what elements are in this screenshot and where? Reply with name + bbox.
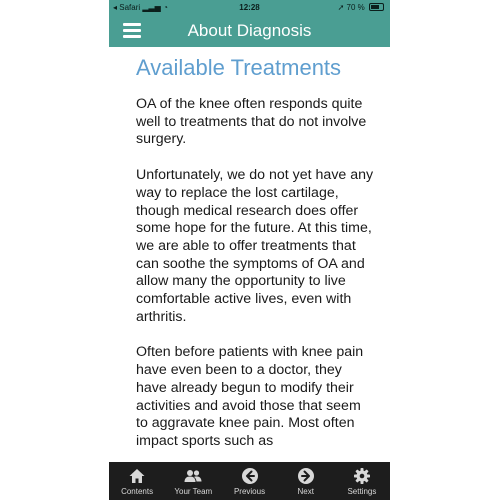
paragraph-1: OA of the knee often responds quite well to treatments that do not involve surgery. xyxy=(136,96,367,148)
app-screen xyxy=(109,0,390,500)
battery-icon xyxy=(369,3,384,11)
tab-label-next: Next xyxy=(297,487,314,496)
status-right xyxy=(338,0,384,15)
team-icon xyxy=(184,467,202,485)
carrier-label: ◂ Safari xyxy=(113,3,141,12)
battery-percent: 70 % xyxy=(346,3,365,12)
page-title: About Diagnosis xyxy=(187,21,312,40)
tab-contents[interactable] xyxy=(109,462,165,500)
section-heading: Available Treatments xyxy=(136,55,342,80)
tab-your-team[interactable] xyxy=(165,462,221,500)
tab-label-contents: Contents xyxy=(121,487,154,496)
arrow-left-icon xyxy=(241,467,259,485)
location-icon: ➚ xyxy=(337,3,345,12)
status-bar xyxy=(109,0,390,15)
article-content[interactable] xyxy=(136,54,376,462)
menu-icon[interactable] xyxy=(123,23,141,39)
tab-next[interactable] xyxy=(278,462,334,500)
signal-icon: ▂▃▅ xyxy=(142,3,161,12)
tab-label-previous: Previous xyxy=(233,487,266,496)
paragraph-3: Often before patients with knee pain have even been to a doctor, they have already begun to modify their activities and avoid those that seem to aggravate knee pain. Most often impact sports such as xyxy=(136,344,364,449)
home-icon xyxy=(128,467,146,485)
arrow-right-icon xyxy=(297,467,315,485)
paragraph-2: Unfortunately, we do not yet have any way to replace the lost cartilage, though medical research does offer some hope for the future. At this time, we are able to offer treatments that can soothe the symptoms of OA and allow many the opportunity to live comfortable active lives, even with arthritis. xyxy=(136,167,374,325)
tab-label-your-team: Your Team xyxy=(174,487,213,496)
status-time: 12:28 xyxy=(239,3,260,12)
gear-icon xyxy=(353,467,371,485)
wifi-icon: ◔ xyxy=(163,3,168,12)
tab-settings[interactable] xyxy=(334,462,390,500)
tab-bar xyxy=(109,462,390,500)
tab-previous[interactable] xyxy=(221,462,277,500)
nav-header xyxy=(109,15,390,47)
tab-label-settings: Settings xyxy=(347,487,377,496)
